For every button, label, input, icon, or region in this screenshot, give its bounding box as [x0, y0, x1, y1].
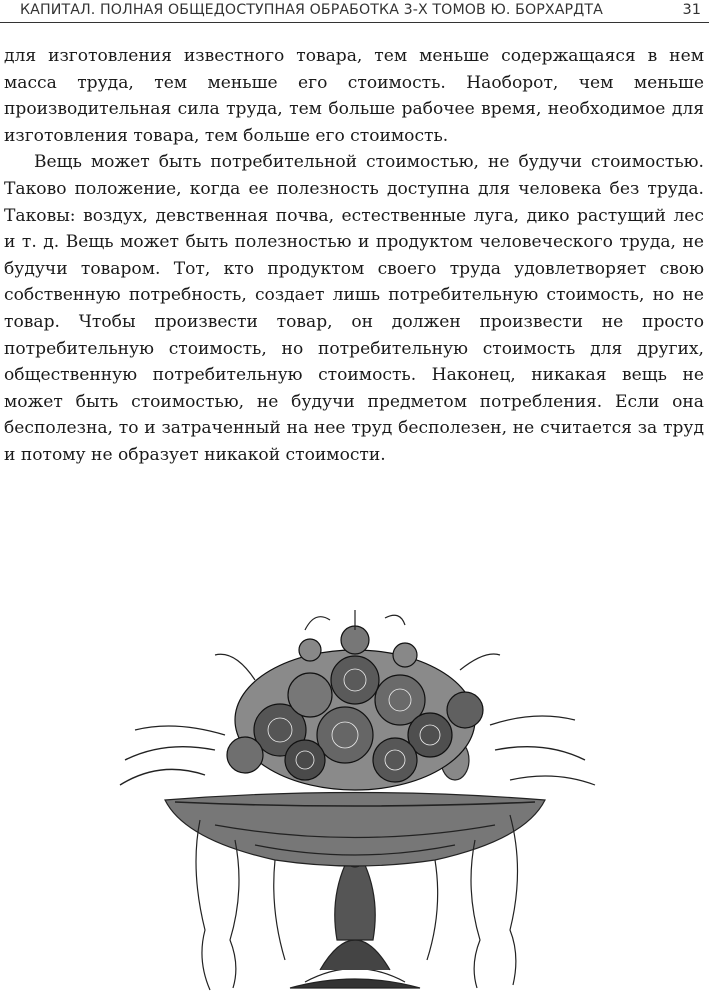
vase-flowers-illustration — [105, 610, 605, 995]
paragraph: для изготовления известного товара, тем меньше содержащаяся в нем масса труда, тем меньше его стоимость. Наоборот, чем меньше производительная сила труда, тем больше рабочее время, необходимое для изготовления товара, тем больше его стоимость. — [4, 46, 704, 146]
paragraph: Вещь может быть потребительной стоимостью, не будучи стоимостью. Таково положение, когда ее полезность доступна для человека без труда. Таковы: воздух, девственная почва, естественные луга, дико растущий лес и т. д. Вещь может быть полезностью и продуктом человеческого труда, не будучи товаром. Тот, кто продуктом своего труда удовлетворяет свою собственную потребность, создает лишь потребительную стоимость, но не товар. Чтобы произвести товар, он должен произвести не просто потребительную стоимость, но потребительную стоимость для других, общественную потребительную стоимость. Наконец, никакая вещь не может быть стоимостью, не будучи предметом потребления. Если она бесполезна, то и затраченный на нее труд бесполезен, не считается за труд и потому не образует никакой стоимости. — [4, 152, 704, 465]
page-number: 31 — [682, 2, 701, 18]
running-header — [0, 0, 709, 23]
header-title: КАПИТАЛ. ПОЛНАЯ ОБЩЕДОСТУПНАЯ ОБРАБОТКА 3-Х ТОМОВ Ю. БОРХАРДТА — [20, 2, 603, 18]
body-text — [4, 43, 704, 469]
